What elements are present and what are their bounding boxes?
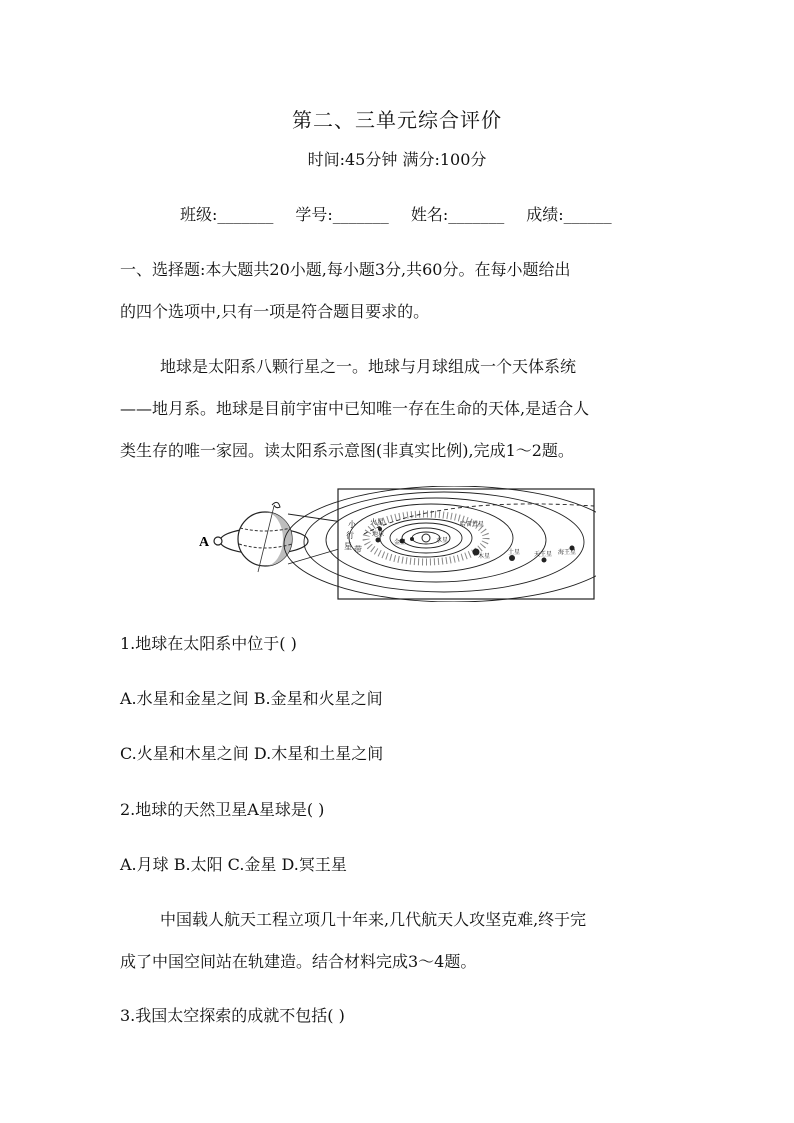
solar-system-panel bbox=[284, 486, 596, 602]
page-title: 第二、三单元综合评价 bbox=[292, 108, 502, 132]
sun-icon bbox=[422, 534, 430, 542]
uranus-label: 天王星 bbox=[534, 551, 553, 558]
neptune-label: 海王星 bbox=[558, 549, 577, 556]
earth-label: 地球 bbox=[372, 531, 385, 538]
comet-label: 哈雷彗星 bbox=[460, 521, 485, 528]
question-3-stem: 3.我国太空探索的成就不包括( ) bbox=[120, 1006, 345, 1025]
passage2-line-2: 成了中国空间站在轨建造。结合材料完成3～4题。 bbox=[120, 952, 477, 971]
point-a-label: A bbox=[199, 535, 210, 550]
question-2-options: A.月球 B.太阳 C.金星 D.冥王星 bbox=[120, 855, 347, 874]
question-1-options-cd: C.火星和木星之间 D.木星和土星之间 bbox=[120, 744, 384, 763]
asteroid-label-2: 行 bbox=[346, 531, 354, 540]
venus-label: 金星 bbox=[394, 539, 407, 546]
exam-time-score: 时间:45分钟 满分:100分 bbox=[307, 150, 487, 169]
student-info-row bbox=[180, 202, 700, 225]
section-instructions-line-2: 的四个选项中,只有一项是符合题目要求的。 bbox=[120, 302, 430, 321]
student-number-field: 学号:_______ bbox=[295, 205, 389, 224]
score-field: 成绩:______ bbox=[526, 205, 612, 224]
solar-system-figure bbox=[196, 486, 596, 602]
passage1-line-2: ——地月系。地球是目前宇宙中已知唯一存在生命的天体,是适合人 bbox=[120, 399, 590, 418]
mars-label: 火星 bbox=[370, 518, 384, 526]
jupiter-label: 木星 bbox=[478, 553, 491, 560]
class-field: 班级:_______ bbox=[180, 205, 274, 224]
passage2-line-1: 中国载人航天工程立项几十年来,几代航天人攻坚克难,终于完 bbox=[160, 910, 587, 929]
saturn-label: 土星 bbox=[508, 549, 521, 556]
question-1-stem: 1.地球在太阳系中位于( ) bbox=[120, 634, 297, 653]
name-field: 姓名:_______ bbox=[410, 205, 505, 224]
asteroid-label-1: 小 bbox=[348, 520, 356, 529]
asteroid-label-3: 星 bbox=[344, 542, 352, 551]
question-1-options-ab: A.水星和金星之间 B.金星和火星之间 bbox=[120, 689, 383, 708]
asteroid-label-4: 带 bbox=[354, 545, 362, 554]
passage1-line-3: 类生存的唯一家园。读太阳系示意图(非真实比例),完成1～2题。 bbox=[120, 441, 574, 460]
section-instructions-line-1: 一、选择题:本大题共20小题,每小题3分,共60分。在每小题给出 bbox=[120, 260, 571, 279]
question-2-stem: 2.地球的天然卫星A星球是( ) bbox=[120, 800, 325, 819]
passage1-line-1: 地球是太阳系八颗行星之一。地球与月球组成一个天体系统 bbox=[160, 357, 577, 376]
mercury-label: 水星 bbox=[436, 537, 449, 544]
moon-marker bbox=[214, 537, 222, 545]
